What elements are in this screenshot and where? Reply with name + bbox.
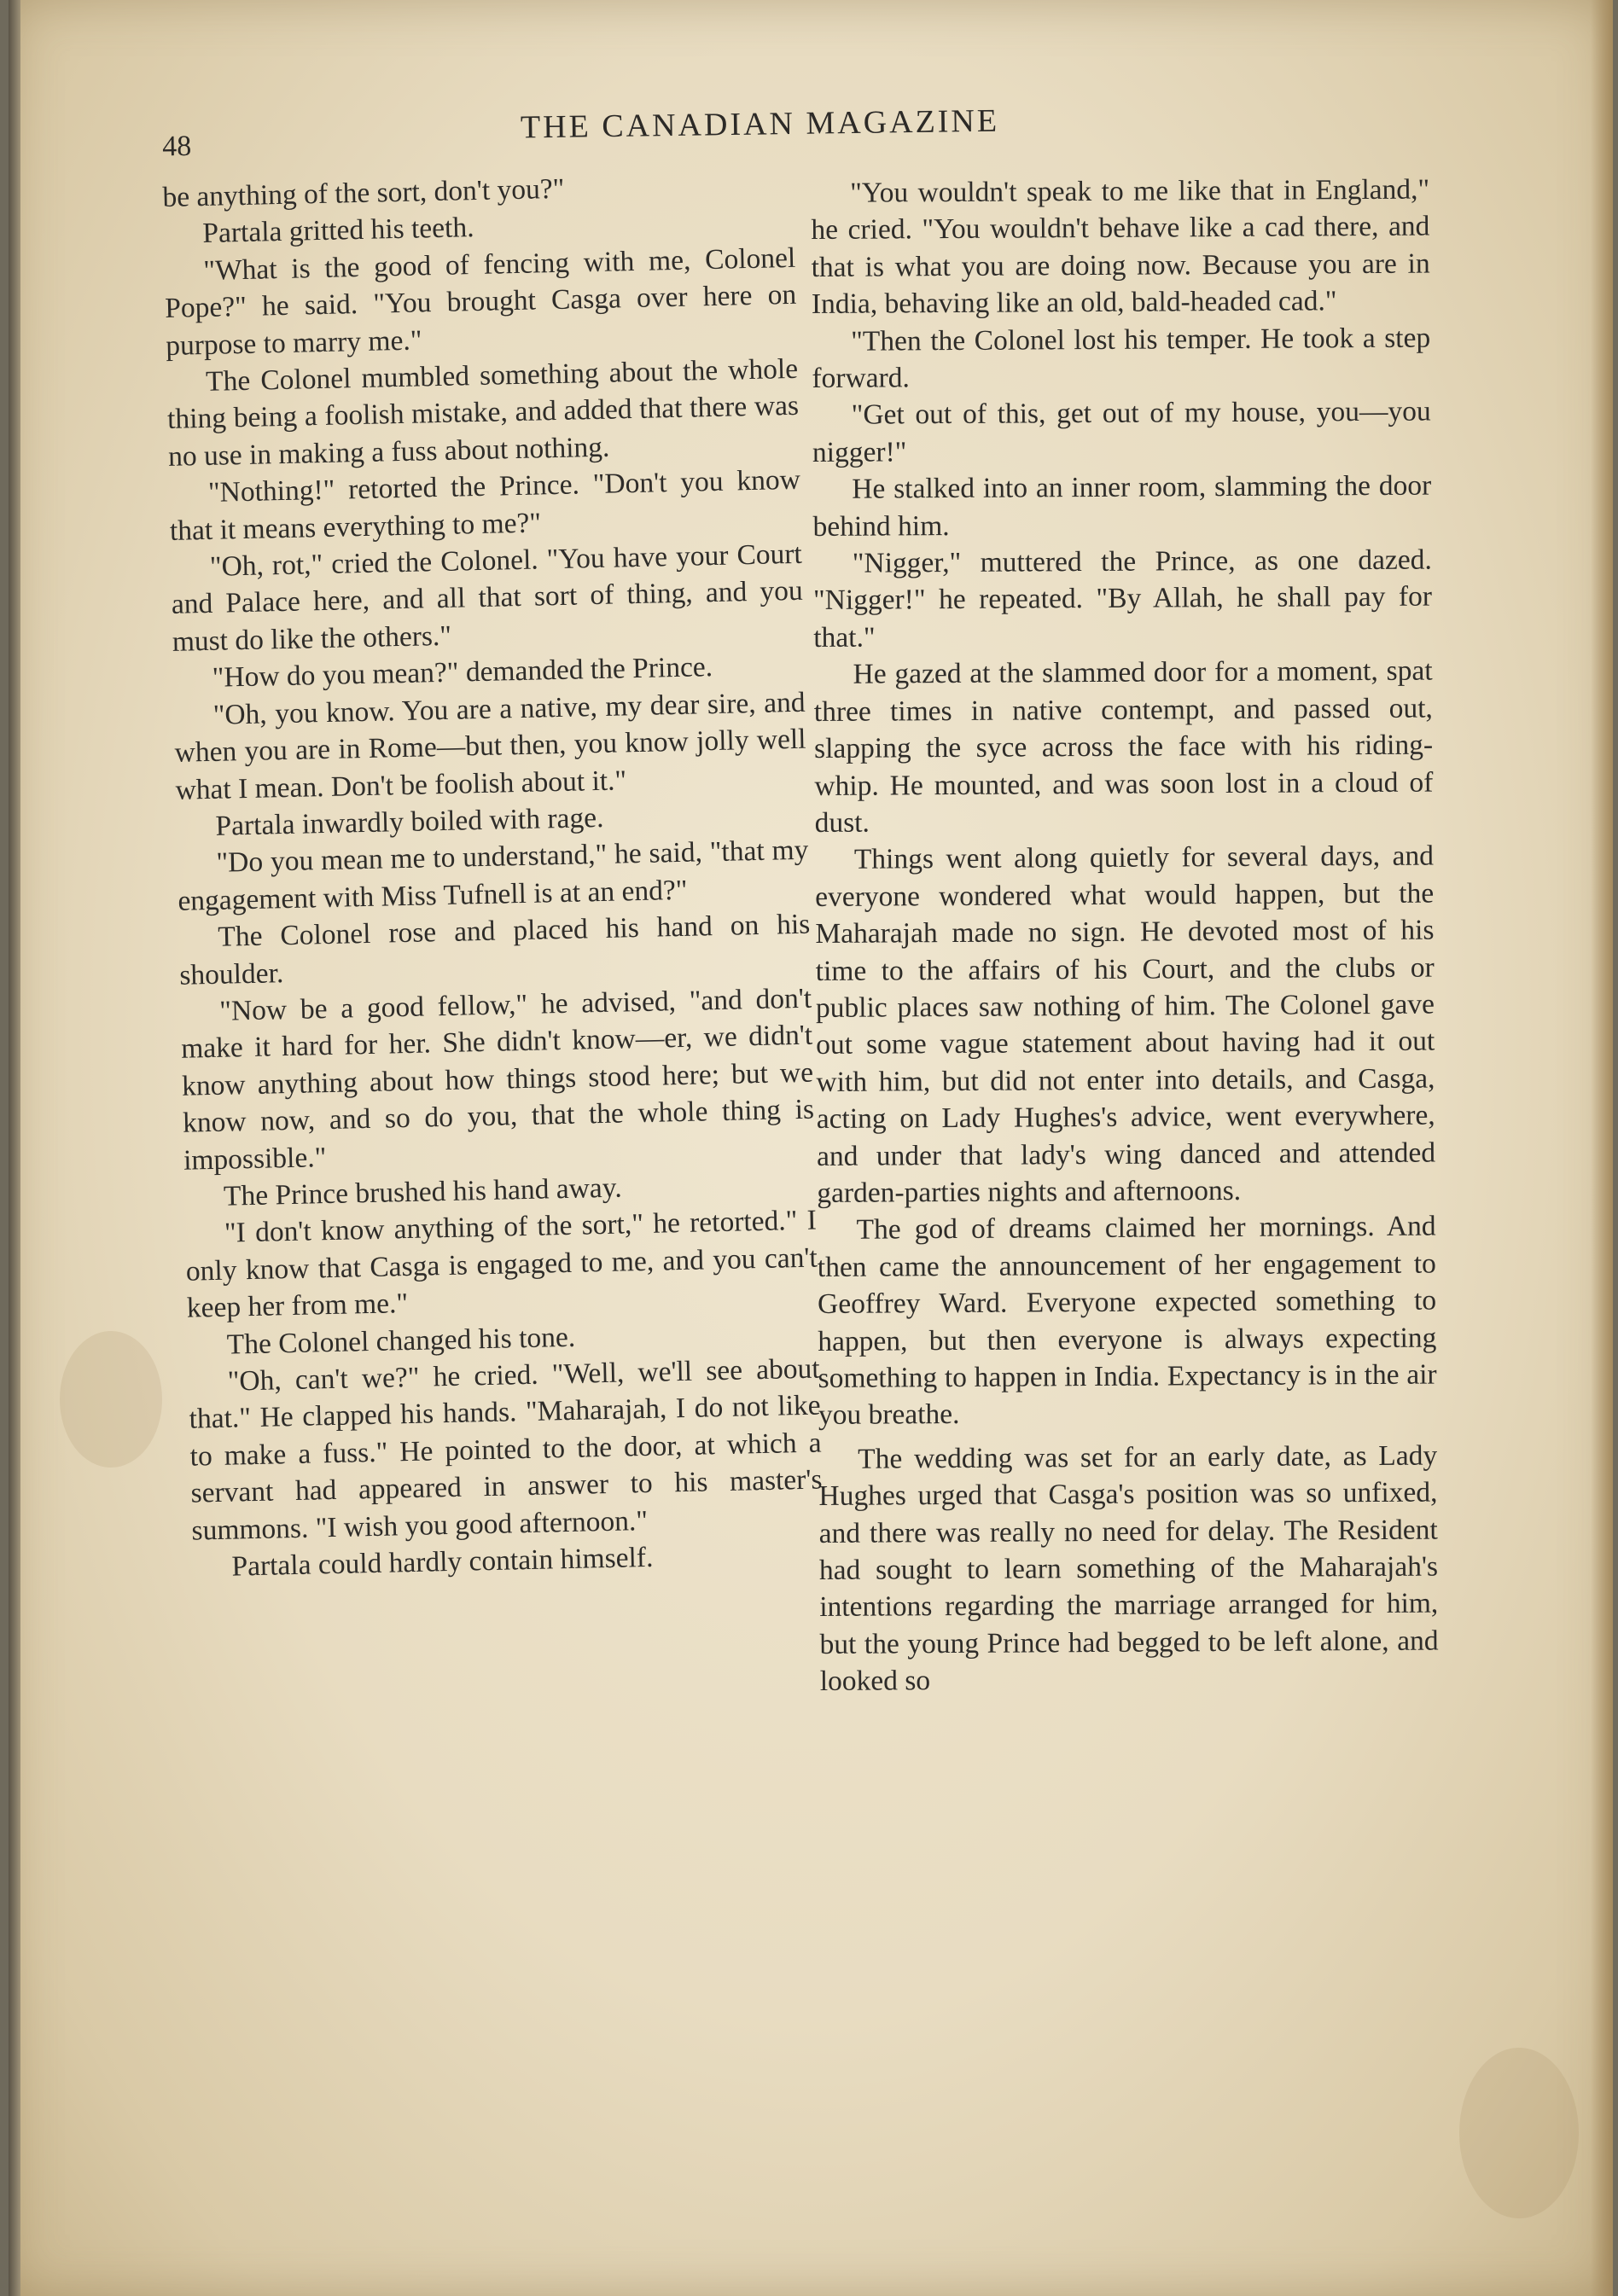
left-column xyxy=(162,166,824,1586)
paragraph: "Nothing!" retorted the Prince. "Don't you know that it means everything to me?" xyxy=(169,464,801,547)
paragraph: Things went along quietly for several days, and everyone wondered what would happen, but the Maharajah made no sign. He devoted most of his time to the affairs of his Court, and the clubs or public places saw nothing of him. The Colonel gave out some vague statement about having had it out with him, but did not enter into details, and Casga, acting on Lady Hughes's advice, went everywhere, and under that lady's wing danced and attended garden-parties nights and afternoons. xyxy=(815,840,1436,1209)
page-number: 48 xyxy=(161,130,192,163)
paragraph: Partala inwardly boiled with rage. xyxy=(215,801,604,842)
paragraph: Partala could hardly contain himself. xyxy=(231,1541,654,1583)
paragraph: Partala gritted his teeth. xyxy=(202,212,474,250)
paragraph: "Nigger," muttered the Prince, as one dazed. "Nigger!" he repeated. "By Allah, he shall pay for that." xyxy=(812,543,1433,654)
paragraph: He stalked into an inner room, slamming the door behind him. xyxy=(812,469,1432,543)
paragraph: The god of dreams claimed her mornings. And then came the announcement of her engagement to Geoffrey Ward. Everyone expected something to happen, but then everyone is always expecting something to happen in India. Expectancy is in the air you breathe. xyxy=(817,1210,1437,1432)
paragraph: "I don't know anything of the sort," he retorted." I only know that Casga is engaged to me, and you can't keep her from me." xyxy=(185,1204,818,1324)
paragraph: "Oh, you know. You are a native, my dear sire, and when you are in Rome—but then, you know jolly well what I mean. Don't be foolish about it." xyxy=(174,686,806,806)
paragraph: The Colonel mumbled something about the whole thing being a foolish mistake, and added that there was no use in making a fuss about nothing. xyxy=(166,352,800,473)
stain xyxy=(1459,2048,1579,2218)
paragraph: "Oh, rot," cried the Colonel. "You have your Court and Palace here, and all that sort of thing, and you must do like the others." xyxy=(171,538,804,658)
magazine-page xyxy=(9,0,1613,2296)
running-title: THE CANADIAN MAGAZINE xyxy=(520,102,1000,146)
paragraph: "How do you mean?" demanded the Prince. xyxy=(212,651,713,695)
paragraph: "Do you mean me to understand," he said, "that my engagement with Miss Tufnell is at an end?" xyxy=(178,834,809,917)
paragraph: "Then the Colonel lost his temper. He took a step forward. xyxy=(812,322,1431,395)
stain xyxy=(60,1331,162,1468)
paragraph: The Prince brushed his hand away. xyxy=(223,1171,623,1212)
paragraph: "Oh, can't we?" he cried. "Well, we'll see about that." He clapped his hands. "Maharajah, I do not like to make a fuss." He pointed to the door, at which a servant had appeared in answer to his master's summons. "I wish you good afternoon." xyxy=(189,1352,823,1547)
paragraph: "You wouldn't speak to me like that in England," he cried. "You wouldn't behave like a cad there, and that is what you are doing now. Because you are in India, behaving like an old, bald-headed cad." xyxy=(811,173,1430,321)
paragraph: "What is the good of fencing with me, Colonel Pope?" he said. "You brought Casga over here on purpose to marry me." xyxy=(164,241,797,362)
paragraph: be anything of the sort, don't you?" xyxy=(162,172,565,213)
paragraph: "Get out of this, get out of my house, you—you nigger!" xyxy=(812,396,1431,468)
paragraph: "Now be a good fellow," he advised, "and don't make it hard for her. She didn't know—er, we didn't know anything about how things stood here; but we know now, and so do you, that the whole thing is impossible." xyxy=(180,982,815,1177)
paragraph: The Colonel rose and placed his hand on his shoulder. xyxy=(178,908,811,991)
page-header xyxy=(162,95,1059,167)
paragraph: The Colonel changed his tone. xyxy=(226,1321,576,1361)
right-column xyxy=(811,171,1439,1700)
paragraph: The wedding was set for an early date, as Lady Hughes urged that Casga's position was so unfixed, and there was really no need for delay. The Resident had sought to learn something of the Maharajah's intentions regarding the marriage arranged for him, but the young Prince had begged to be left alone, and looked so xyxy=(818,1439,1439,1698)
paragraph: He gazed at the slammed door for a moment, spat three times in native contempt, and passed out, slapping the syce across the face with his riding-whip. He mounted, and was soon lost in a cloud of dust. xyxy=(813,654,1434,839)
